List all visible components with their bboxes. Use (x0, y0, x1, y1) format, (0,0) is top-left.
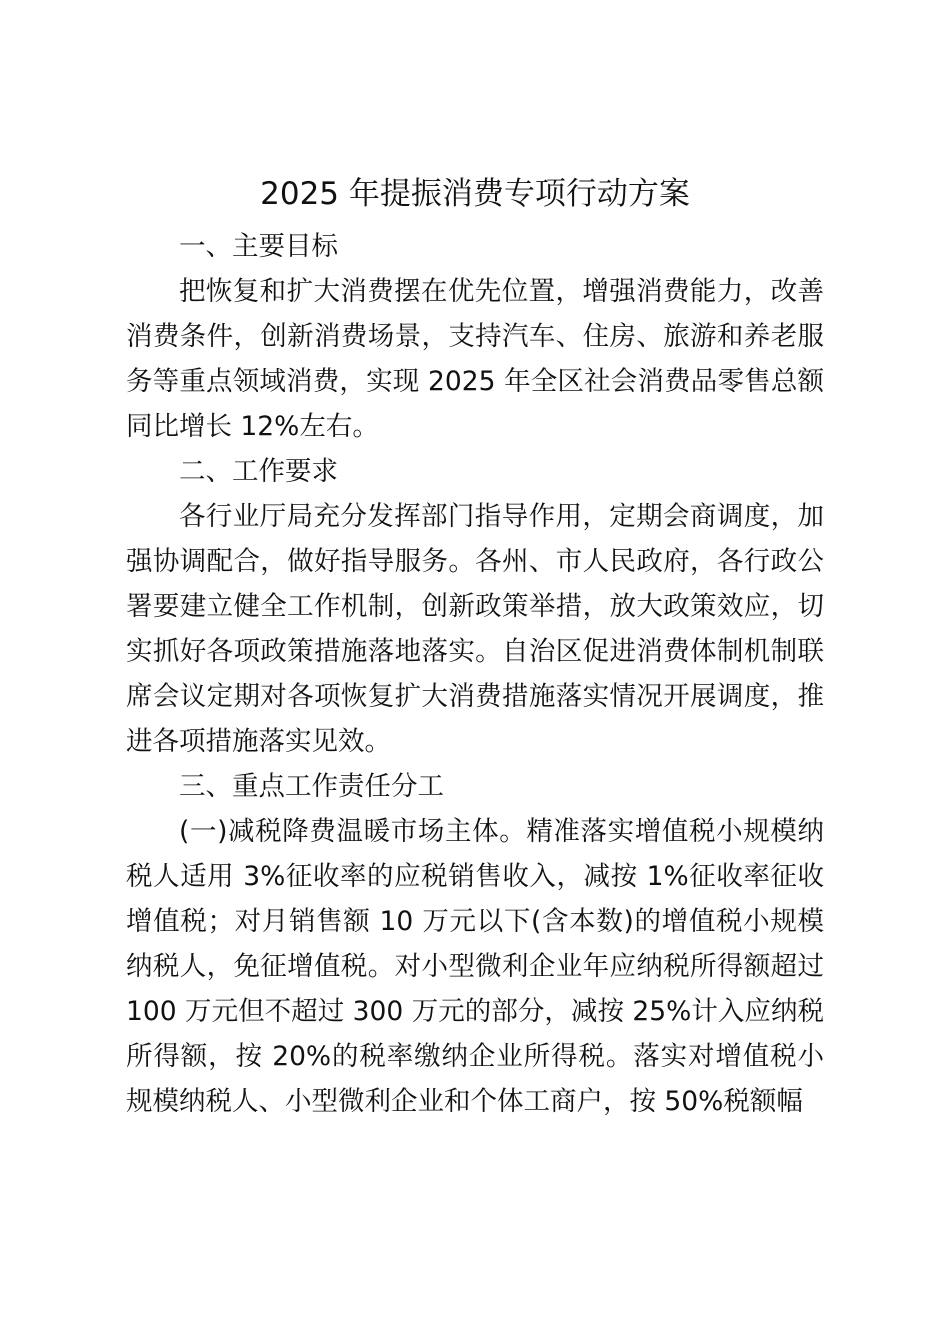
section-heading-responsibilities: 三、重点工作责任分工 (179, 771, 444, 802)
section-paragraph-work-requirements: 各行业厅局充分发挥部门指导作用，定期会商调度，加强协调配合，做好指导服务。各州、市人民政府，各行政公署要建立健全工作机制，创新政策举措，放大政策效应，切实抓好各项政策措施落地落实。自治区促进消费体制机制联席会议定期对各项恢复扩大消费措施落实情况开展调度，推进各项措施落实见效。 (126, 501, 824, 757)
section-paragraph-main-goals: 把恢复和扩大消费摆在优先位置，增强消费能力，改善消费条件，创新消费场景，支持汽车、住房、旅游和养老服务等重点领域消费，实现 2025 年全区社会消费品零售总额同比增长 12%左右。 (126, 276, 824, 442)
section-paragraph-responsibilities: (一)减税降费温暖市场主体。精准落实增值税小规模纳税人适用 3%征收率的应税销售收入，减按 1%征收率征收增值税；对月销售额 10 万元以下(含本数)的增值税小规模纳税人，免征增值税。对小型微利企业年应纳税所得额超过 100 万元但不超过 300 万元的部分，减按 25%计入应纳税所得额，按 20%的税率缴纳企业所得税。落实对增值税小规模纳税人、小型微利企业和个体工商户，按 50%税额幅 (126, 816, 824, 1117)
document-title: 2025 年提振消费专项行动方案 (260, 176, 690, 212)
section-heading-work-requirements: 二、工作要求 (179, 456, 338, 487)
section-heading-main-goals: 一、主要目标 (179, 231, 338, 262)
document-body (126, 224, 824, 1124)
